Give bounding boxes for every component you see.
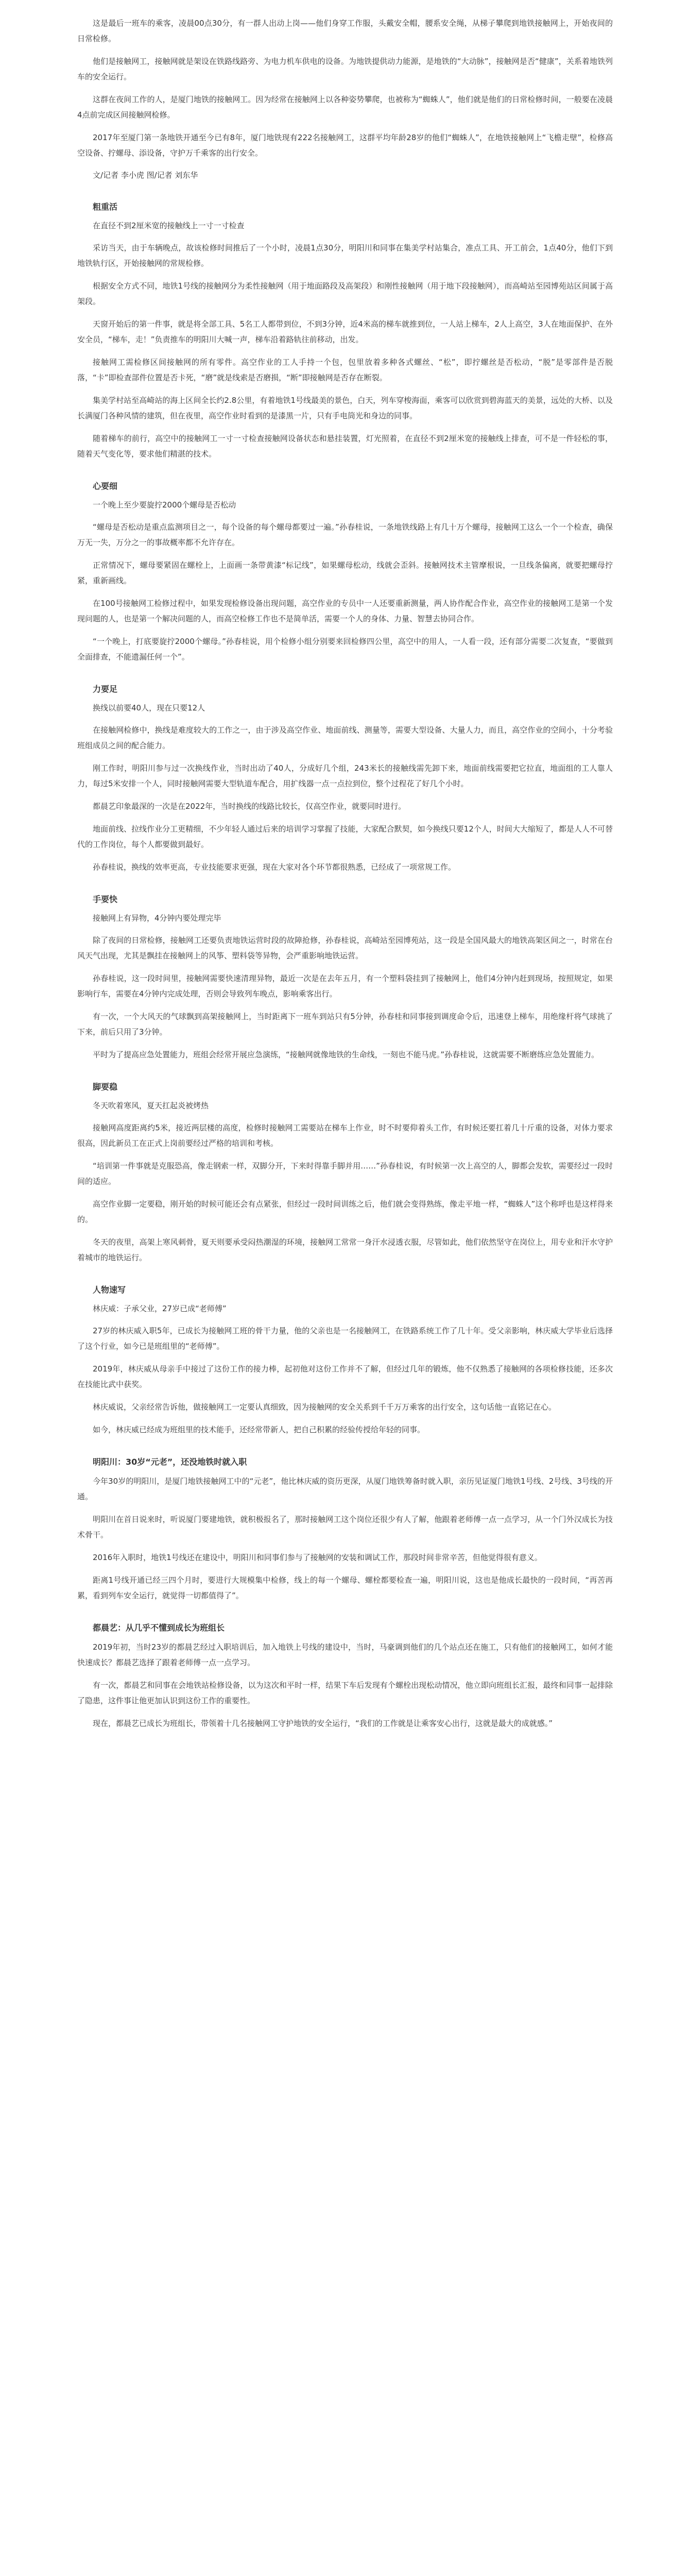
section-paragraph: 在接触网检修中，换线是难度较大的工作之一，由于涉及高空作业、地面前线、测量等，需要大型设备、大量人力，而且，高空作业的空间小，十分考验班组成员之间的配合能力。 (77, 725, 613, 750)
section-subtitle: 林庆威：子承父业，27岁已成“老师傅” (93, 1304, 227, 1313)
section-paragraph: 2019年，林庆威从母亲手中接过了这份工作的接力棒，起初他对这份工作并不了解，但经过几年的锻炼，他不仅熟悉了接触网的各项检修技能，还多次在技能比武中获奖。 (77, 1364, 613, 1389)
section-paragraph: 平时为了提高应急处置能力，班组会经常开展应急演练，“接触网就像地铁的生命线，一刻也不能马虎。”孙春桂说，这就需要不断磨练应急处置能力。 (93, 1050, 599, 1059)
section-heading: 脚要稳 (93, 1082, 118, 1092)
section-subtitle: 冬天吹着寒风，夏天扛起炎被烤热 (93, 1101, 209, 1110)
section-heading: 都晨艺：从几乎不懂到成长为班组长 (93, 1623, 225, 1633)
section-profile-ming (77, 1455, 613, 1603)
section-paragraph: 冬天的夜里，高架上寒风刺骨，夏天则要承受闷热潮湿的环境，接触网工常常一身汗水浸透衣服，尽管如此，他们依然坚守在岗位上，用专业和汗水守护着城市的地铁运行。 (77, 1238, 613, 1262)
intro-paragraph: 2017年至厦门第一条地铁开通至今已有8年，厦门地铁现有222名接触网工，这群平均年龄28岁的他们“蜘蛛人”，在地铁接触网上“飞檐走壁”，检修高空设备、拧螺母、添设备，守护万千乘客的出行安全。 (77, 133, 613, 158)
section-paragraph: 距离1号线开通已经三四个月时，要进行大规模集中检修，线上的每一个螺母、螺栓都要检查一遍，明阳川说，这也是他成长最快的一段时间，“再苦再累，看到列车安全运行，就觉得一切都值得了”。 (77, 1575, 613, 1600)
byline: 文/记者 李小虎 图/记者 刘东华 (93, 171, 198, 180)
section-quick-hands (77, 892, 613, 1062)
section-paragraph: “一个晚上，打底要旋拧2000个螺母。”孙春桂说，用个检修小组分别要来回检修四公里，高空中的用人，一人看一段，还有部分需要二次复查，“要做到全面排查，不能遗漏任何一个”。 (77, 637, 613, 662)
section-paragraph: 除了夜间的日常检修，接触网工还要负责地铁运营时段的故障抢修，孙春桂说，高崎站至园博苑站，这一段是全国风最大的地铁高架区间之一，时常在台风天气出现，尤其是飘挂在接触网上的风筝、塑料袋等异物，会严重影响地铁运营。 (77, 936, 613, 960)
section-heading: 明阳川：30岁“元老”，还没地铁时就入职 (93, 1457, 247, 1467)
section-paragraph: 孙春桂说，这一段时间里，接触网需要快速清理异物，最近一次是在去年五月，有一个塑料袋挂到了接触网上，他们4分钟内赶到现场，按照规定，如果影响行车，需要在4分钟内完成处理，否则会导致列车晚点，影响乘客出行。 (77, 974, 613, 998)
section-heading: 粗重活 (93, 202, 118, 212)
section-coarse-work (77, 200, 613, 462)
intro (77, 15, 613, 182)
section-heading: 心要细 (93, 481, 118, 491)
section-subtitle: 接触网上有异物，4分钟内要处理完毕 (93, 913, 221, 923)
section-subtitle: 在直径不到2厘米宽的接触线上一寸一寸检查 (93, 221, 245, 230)
section-profile (77, 1283, 613, 1437)
section-heading: 手要快 (93, 894, 118, 904)
section-careful (77, 479, 613, 665)
intro-paragraph: 这群在夜间工作的人，是厦门地铁的接触网工。因为经常在接触网上以各种姿势攀爬，也被称为“蜘蛛人”，他们就是他们的日常检修时间，一般要在凌晨4点前完成区间接触网检修。 (77, 95, 613, 120)
section-paragraph: 集美学村站至高崎站的海上区间全长约2.8公里，有着地铁1号线最美的景色，白天，列车穿梭海面，乘客可以欣赏到碧海蓝天的美景，远处的大桥、以及长满厦门各种风情的建筑，但在夜里，高空作业时看到的是漆黑一片，只有手电筒光和身边的同事。 (77, 396, 613, 420)
intro-paragraph: 他们是接触网工，接触网就是架设在铁路线路旁、为电力机车供电的设备。为地铁提供动力能源，是地铁的“大动脉”，接触网是否“健康”，关系着地铁列车的安全运行。 (77, 57, 613, 81)
section-profile-du (77, 1621, 613, 1731)
section-paragraph: 天窗开始后的第一件事，就是将全部工具、5名工人都带到位，不到3分钟，近4米高的梯车就推到位，一人站上梯车，2人上高空，3人在地面保护、在外安全员，“梯车，走！”负责推车的明阳川大喊一声，梯车沿着路轨往前移动，出发。 (77, 319, 613, 344)
section-heading: 人物速写 (93, 1285, 126, 1295)
section-paragraph: 刚工作时，明阳川参与过一次换线作业，当时出动了40人，分成好几个组，243米长的接触线需先卸下来，地面前线需要把它拉直，地面组的工人靠人力，每过5米安排一个人，同时接触网需要大型轨道车配合，用扩线器一点一点拉到位，整个过程花了好几个小时。 (77, 764, 613, 788)
section-paragraph: 有一次，都晨艺和同事在会地铁站检修设备，以为这次和平时一样，结果下车后发现有个螺栓出现松动情况，他立即向班组长汇报，最终和同事一起排除了隐患，这件事让他更加认识到这份工作的重要性。 (77, 1681, 613, 1705)
article (77, 15, 613, 1738)
section-paragraph: 林庆威说，父亲经常告诉他，做接触网工一定要认真细致，因为接触网的安全关系到千千万万乘客的出行安全，这句话他一直铭记在心。 (93, 1402, 557, 1412)
section-paragraph: 现在，都晨艺已成长为班组长，带领着十几名接触网工守护地铁的安全运行，“我们的工作就是让乘客安心出行，这就是最大的成就感。” (93, 1719, 553, 1728)
section-paragraph: 正常情况下，螺母要紧固在螺栓上，上面画一条带黄漆“标记线”，如果螺母松动，线就会歪斜。接触网技术主管摩根说，一旦线条偏离，就要把螺母拧紧，重新画线。 (77, 561, 613, 585)
section-heading: 力要足 (93, 684, 118, 694)
section-paragraph: 接触网高度距离约5米，接近两层楼的高度，检修时接触网工需要站在梯车上作业，时不时要仰着头工作，有时候还要扛着几十斤重的设备，对体力要求很高，因此新员工在正式上岗前要经过严格的培训和考核。 (77, 1123, 613, 1148)
section-paragraph: 高空作业脚一定要稳，刚开始的时候可能还会有点紧张，但经过一段时间训练之后，他们就会变得熟练，像走平地一样，“蜘蛛人”这个称呼也是这样得来的。 (77, 1199, 613, 1224)
section-subtitle: 一个晚上至少要旋拧2000个螺母是否松动 (93, 500, 236, 510)
section-paragraph: 2019年初，当时23岁的都晨艺经过入职培训后，加入地铁上号线的建设中，当时，马豪调到他们的几个站点还在施工，只有他们的接触网工，如何才能快速成长？都晨艺选择了跟着老师傅一点一点学习。 (77, 1642, 613, 1667)
section-paragraph: 今年30岁的明阳川，是厦门地铁接触网工中的“元老”，他比林庆威的资历更深，从厦门地铁筹备时就入职，亲历见证厦门地铁1号线、2号线、3号线的开通。 (77, 1477, 613, 1501)
section-paragraph: 都晨艺印象最深的一次是在2022年，当时换线的线路比较长，仅高空作业，就要同时进行。 (93, 802, 406, 811)
section-subtitle: 换线以前要40人，现在只要12人 (93, 703, 205, 713)
section-paragraph: 根据安全方式不同，地铁1号线的接触网分为柔性接触网（用于地面路段及高架段）和刚性接触网（用于地下段接触网），而高崎站至园博苑站区间属于高架段。 (77, 281, 613, 306)
section-paragraph: 孙春桂说，换线的效率更高，专业技能要求更强，现在大家对各个环节都很熟悉，已经成了一项常规工作。 (93, 862, 456, 872)
intro-paragraph: 这是最后一班车的乘客，凌晨00点30分，有一群人出动上岗——他们身穿工作服，头戴安全帽，腰系安全绳，从梯子攀爬到地铁接触网上，开始夜间的日常检修。 (77, 19, 613, 43)
section-paragraph: 2016年入职时，地铁1号线还在建设中，明阳川和同事们参与了接触网的安装和调试工作，那段时间非常辛苦，但他觉得很有意义。 (93, 1553, 542, 1562)
section-strength (77, 682, 613, 875)
section-paragraph: 地面前线、拉线作业分工更精细，不少年轻人通过后来的培训学习掌握了技能，大家配合默契，如今换线只要12个人，时间大大缩短了，都是人人不可替代的工作岗位，每个人都要做到最好。 (77, 824, 613, 849)
section-paragraph: 随着梯车的前行，高空中的接触网工一寸一寸检查接触网设备状态和悬挂装置，灯光照着，在直径不到2厘米宽的接触线上排查，可不是一件轻松的事，随着天气变化等，要求他们精湛的技术。 (77, 434, 613, 459)
section-paragraph: “培训第一件事就是克服恐高，像走钢索一样，双脚分开，下来时得靠手脚并用……”孙春桂说，有时候第一次上高空的人，脚都会发软，需要经过一段时间的适应。 (77, 1161, 613, 1186)
section-paragraph: 有一次，一个大风天的气球飘到高架接触网上，当时距离下一班车到站只有5分钟，孙春桂和同事接到调度命令后，迅速登上梯车，用绝缘杆将气球挑了下来，前后只用了3分钟。 (77, 1012, 613, 1037)
section-paragraph: 如今，林庆威已经成为班组里的技术能手，还经常带新人，把自己积累的经验传授给年轻的同事。 (93, 1425, 425, 1434)
section-paragraph: “螺母是否松动是重点监测项目之一，每个设备的每个螺母都要过一遍。”孙春桂说，一条地铁线路上有几十万个螺母，接触网工这么一个一个检查，确保万无一失，万分之一的事故概率都不允许存在。 (77, 522, 613, 547)
section-paragraph: 明阳川在首日说来时，听说厦门要建地铁，就积极报名了，那时接触网工这个岗位还很少有人了解，他跟着老师傅一点一点学习，从一个门外汉成长为技术骨干。 (77, 1515, 613, 1539)
section-paragraph: 在100号接触网工检修过程中，如果发现检修设备出现问题，高空作业的专员中一人还要重新测量，两人协作配合作业，高空作业的接触网工是第一个发现问题的人，也是第一个解决问题的人，而高空检修工作也不是简单活，需要一个人的身体、力量、智慧去协同合作。 (77, 599, 613, 623)
section-steady-feet (77, 1080, 613, 1265)
section-paragraph: 27岁的林庆威入职5年，已成长为接触网工班的骨干力量，他的父亲也是一名接触网工，在铁路系统工作了几十年。受父亲影响，林庆威大学毕业后选择了这个行业，如今已是班组里的“老师傅”。 (77, 1326, 613, 1351)
section-paragraph: 采访当天，由于车辆晚点，故该检修时间推后了一个小时，凌晨1点30分，明阳川和同事在集美学村站集合，准点工具、开工前会，1点40分，他们下到地铁轨行区，开始接触网的常规检修。 (77, 243, 613, 268)
section-paragraph: 接触网工需检修区间接触网的所有零件。高空作业的工人手持一个包，包里放着多种各式螺丝、“松”，即拧螺丝是否松动，“脱”是零部件是否脱落，“卡”即检查部件位置是否卡死，“磨”就是线索是否磨损，“断”即接触网是否存在断裂。 (77, 358, 613, 382)
